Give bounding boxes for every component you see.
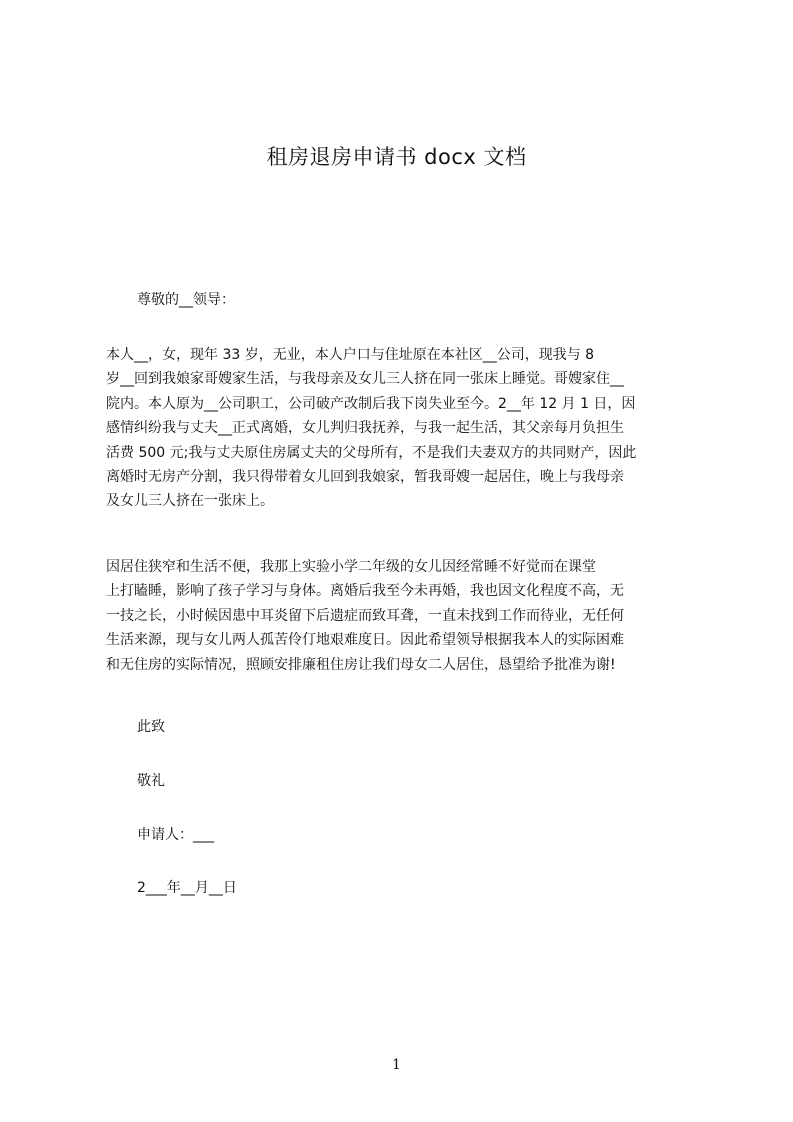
document-title: 租房退房申请书 docx 文档	[266, 145, 527, 169]
paragraph-line: 活费 500 元;我与丈夫原住房属丈夫的父母所有，不是我们夫妻双方的共同财产，因此	[106, 444, 637, 461]
body-paragraph-1	[106, 343, 698, 514]
paragraph-line: 生活来源，现与女儿两人孤苦伶仃地艰难度日。因此希望领导根据我本人的实际困难	[106, 632, 624, 649]
closing-jingli: 敬礼	[137, 773, 165, 789]
salutation: 尊敬的__领导：	[137, 292, 235, 308]
paragraph-line: 岁__回到我娘家哥嫂家生活，与我母亲及女儿三人挤在同一张床上睡觉。哥嫂家住__	[106, 371, 624, 388]
paragraph-line: 离婚时无房产分割，我只得带着女儿回到我娘家，暂我哥嫂一起居住，晚上与我母亲	[106, 468, 624, 485]
paragraph-line: 和无住房的实际情况，照顾安排廉租住房让我们母女二人居住，恳望给予批准为谢!	[106, 656, 616, 673]
paragraph-line: 感情纠纷我与丈夫__正式离婚，女儿判归我抚养，与我一起生活，其父亲每月负担生	[106, 420, 624, 437]
paragraph-line: 及女儿三人挤在一张床上。	[106, 493, 274, 510]
paragraph-line: 因居住狭窄和生活不便，我那上实验小学二年级的女儿因经常睡不好觉而在课堂	[106, 559, 596, 575]
date-line: 2___年__月__日	[137, 880, 237, 896]
paragraph-line: 一技之长，小时候因患中耳炎留下后遗症而致耳聋，一直未找到工作而待业，无任何	[106, 607, 624, 624]
body-paragraph-2	[106, 555, 698, 677]
paragraph-line: 上打瞌睡，影响了孩子学习与身体。离婚后我至今未再婚，我也因文化程度不高，无	[106, 583, 624, 600]
paragraph-line: 院内。本人原为__公司职工，公司破产改制后我下岗失业至今。2__年 12 月 1 日，因	[106, 395, 636, 412]
closing-cizhi: 此致	[137, 719, 165, 735]
applicant-signature-line: 申请人：___	[137, 827, 214, 843]
page-number: 1	[392, 1057, 401, 1073]
paragraph-line: 本人__，女，现年 33 岁，无业，本人户口与住址原在本社区__公司，现我与 8	[106, 347, 595, 363]
